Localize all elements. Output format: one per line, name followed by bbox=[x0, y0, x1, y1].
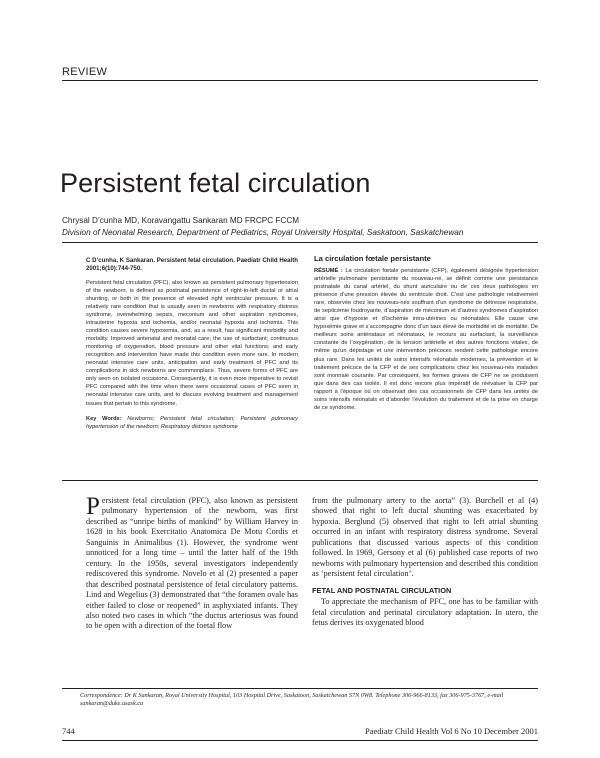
drop-cap: P bbox=[86, 493, 100, 520]
author-list: Chrysal D’cunha MD, Koravangattu Sankaran MD FRCPC FCCM bbox=[62, 216, 300, 225]
french-abstract-heading: La circulation fœtale persistante bbox=[314, 254, 431, 263]
keywords-label: Key Words: bbox=[86, 415, 122, 422]
english-abstract bbox=[86, 257, 298, 431]
body-paragraph-1-continued: from the pulmonary artery to the aorta” (3). Burchell et al (4) showed that right to left ductal shunting was exacerbated by hypoxia. Berglund (5) observed that right to left atrial shunting occurred in an infant with respiratory distress syndrome. Several publications that discussed various aspects of this condition followed. In 1969, Gersony et al (6) published case reports of two newborns with pulmonary hypertension and described this condition as ‘persistent fetal circulation’. bbox=[312, 496, 538, 579]
resume-text: La circulation fœtale persistante (CFP), également désignée hypertension artérielle pulmonaire persistante du nouveau-né, se définit comme une persistance postnatale du canal artériel, du shunt auriculaire ou de ces deux pathologies en présence d’une pression élevée du ventricule droit. C’est une pathologie relativement rare, observée chez les nouveau-nés souffrant d’un syndrome de détresse respiratoire, de septicémie foudroyante, d’aspiration de méconium et d’autres syndromes d’aspiration ainsi que d’hypoxie et d’ischémie intra-utérines ou néonatales. Elle cause une hypoxémie grave et s’accompagne donc d’un taux élevé de morbidité et de mortalité. De meilleurs soins anténataux et néonataux, le recours au surfactant, la surveillance constante de l’oxygénation, de la tension artérielle et des autres fonctions vitales, de même qu’un dépistage et une intervention précoces rendent cette pathologie encore plus rare. Dans les unités de soins intensifs néonatals modernes, la prévention et le traitement précoce de la CFP et de ses complications chez les nouveau-nés malades sont monnaie courante. Par conséquent, les formes graves de CFP ne se produisent que dans des cas isolés. Il est donc encore plus impératif de réévaluer la CFP par rapport à l’époque où on observait des cas occasionnels de CFP dans les unités de soins intensifs néonatals et d’aborder l’évolution du traitement et de la prise en charge de ce syndrome. bbox=[314, 268, 539, 411]
resume-label: RÉSUMÉ : bbox=[314, 268, 343, 274]
affiliation-rule bbox=[62, 242, 538, 243]
body-column-right bbox=[312, 496, 538, 628]
abstract-rule bbox=[62, 480, 538, 481]
abstract-citation: C D’cunha, K Sankaran. Persistent fetal circulation. Paediatr Child Health 2001;6(10):744-750. bbox=[86, 257, 298, 273]
header-rule bbox=[62, 80, 538, 81]
abstract-text: Persistent fetal circulation (PFC), also known as persistent pulmonary hypertension of the newborn, is defined as postnatal persistence of right-to-left ductal or atrial shunting, or both in the presence of elevated right ventricular pressure. It is a relatively rare condition that is usually seen in newborns with respiratory distress syndrome, overwhelming sepsis, meconium and other aspiration syndromes, intrauterine hypoxia and ischemia, and/or neonatal hypoxia and ischemia. This condition causes severe hypoxemia, and, as a result, has significant morbidity and mortality. Improved antenatal and neonatal care; the use of surfactant; continuous monitoring of oxygenation, blood pressure and other vital functions; and early recognition and intervention have made this condition even more rare. In modern neonatal intensive care units, anticipation and early treatment of PFC and its complications in sick newborns are commonplace. Thus, severe forms of PFC are only seen on isolated occasions. Consequently, it is even more imperative to revisit PFC compared with the time when there were occasional cases of PFC seen in neonatal intensive care units, and to discuss evolving treatment and management issues that pertain to this syndrome. bbox=[86, 279, 298, 407]
keywords bbox=[86, 415, 298, 431]
section-subheading: FETAL AND POSTNATAL CIRCULATION bbox=[312, 585, 452, 595]
correspondence-note: Correspondence: Dr K Sankaran, Royal University Hospital, 103 Hospital Drive, Saskatoon, Saskatchewan S7N 0W8. Telephone 306-966-8133, fax 306-975-3767, e-mail sankaran@duke.usask.ca bbox=[80, 692, 504, 708]
body-column-left bbox=[86, 493, 298, 632]
french-abstract bbox=[314, 267, 538, 412]
page-number: 744 bbox=[62, 726, 75, 736]
body-paragraph-2: To appreciate the mechanism of PFC, one has to be familiar with fetal circulation and perinatal circulatory adaptation. In utero, the fetus derives its oxygenated blood bbox=[312, 597, 538, 627]
keywords-text: Newborns; Persistent fetal circulation; Persistent pulmonary hypertension of the newborn; Respiratory distress syndrome bbox=[86, 415, 298, 430]
article-title: Persistent fetal circulation bbox=[60, 168, 371, 198]
body-paragraph-1: ersistent fetal circulation (PFC), also known as persistent pulmonary hypertension of the newborn, was first described as “unripe births of mankind” by William Harvey in 1628 in his book Exercitatio Anatomica De Motu Cordis et Sanguinis in Animalibus (1). However, the syndrome went unnoticed for a long time – until the latter half of the 19th century. In the 1950s, several investigators independently rediscovered this syndrome. Novelo et al (2) presented a paper that described postnatal persistence of fetal circulatory patterns. Lind and Wegelius (3) demonstrated that “the foramen ovale has either failed to close or reopened” in asphyxiated infants. They also noted two cases in which “the ductus arteriosus was found to be open with a direction of the foetal flow bbox=[86, 496, 298, 631]
journal-citation: Paediatr Child Health Vol 6 No 10 December 2001 bbox=[365, 726, 538, 736]
correspondence-rule bbox=[62, 688, 538, 689]
affiliation: Division of Neonatal Research, Department of Pediatrics, Royal University Hospital, Saskatoon, Saskatchewan bbox=[62, 228, 464, 237]
footer-rule bbox=[62, 740, 538, 741]
section-label: REVIEW bbox=[62, 66, 108, 78]
